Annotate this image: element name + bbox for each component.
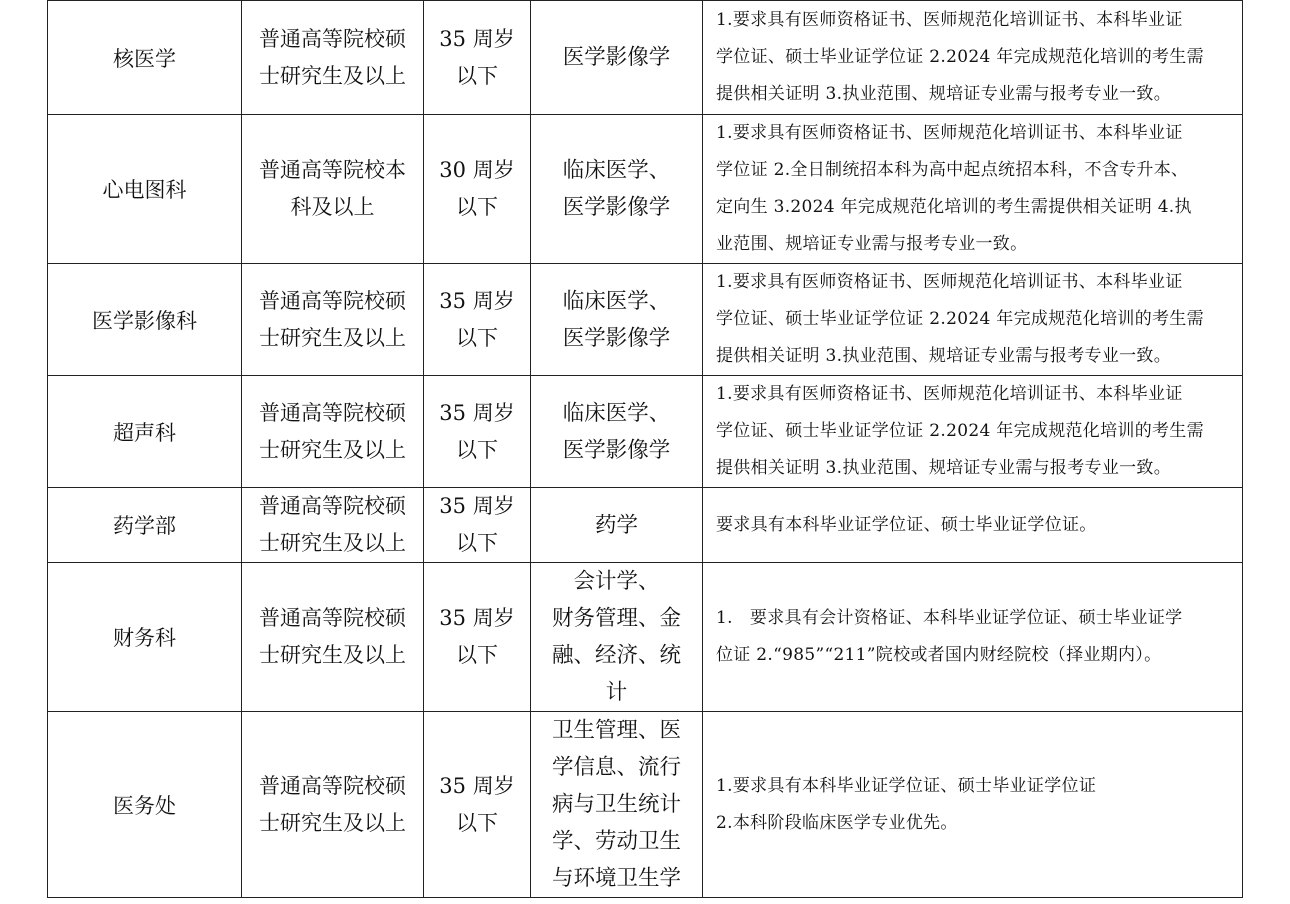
major-line: 融、经济、统 xyxy=(551,643,681,668)
education-line: 士研究生及以上 xyxy=(259,63,406,88)
age-cell xyxy=(424,488,531,563)
education-line: 士研究生及以上 xyxy=(259,810,406,835)
age-line: 以下 xyxy=(456,531,498,555)
major-line: 医学影像学 xyxy=(562,195,671,220)
age-line: 35 周岁 xyxy=(439,288,515,313)
major-line: 医学影像学 xyxy=(562,437,671,463)
education-line: 士研究生及以上 xyxy=(259,531,406,555)
major-line: 与环境卫生学 xyxy=(551,866,681,891)
major-line: 学、劳动卫生 xyxy=(551,829,681,854)
age-line: 以下 xyxy=(456,63,498,88)
requirement-line: 1.要求具有医师资格证书、医师规范化培训证书、本科毕业证 xyxy=(716,123,1183,143)
age-line: 以下 xyxy=(456,810,498,835)
education-cell xyxy=(242,1,424,115)
table-row xyxy=(48,264,1243,376)
requirement-line: 1. 要求具有会计资格证、本科毕业证学位证、硕士毕业证学 xyxy=(716,608,1183,628)
major-cell xyxy=(531,712,703,898)
table-row xyxy=(48,1,1243,115)
education-line: 普通高等院校硕 xyxy=(259,400,406,425)
education-line: 士研究生及以上 xyxy=(259,643,406,667)
education-line: 普通高等院校硕 xyxy=(259,606,406,630)
education-cell xyxy=(242,712,424,898)
age-line: 35 周岁 xyxy=(439,26,515,51)
requirement-line: 定向生 3.2024 年完成规范化培训的考生需提供相关证明 4.执 xyxy=(716,197,1192,217)
requirement-line: 学位证 2.全日制统招本科为高中起点统招本科，不含专升本、 xyxy=(716,160,1189,180)
requirements-cell xyxy=(703,563,1243,712)
education-cell xyxy=(242,376,424,488)
requirement-line: 位证 2.“985”“211”院校或者国内财经院校（择业期内）。 xyxy=(716,645,1162,665)
age-line: 35 周岁 xyxy=(439,400,515,425)
major-cell xyxy=(531,376,703,488)
department-cell: 医务处 xyxy=(48,712,242,898)
age-line: 以下 xyxy=(456,195,498,219)
major-line: 临床医学、 xyxy=(562,288,671,314)
requirement-line: 1.要求具有医师资格证书、医师规范化培训证书、本科毕业证 xyxy=(716,10,1183,30)
major-line: 临床医学、 xyxy=(562,158,671,183)
education-cell xyxy=(242,563,424,712)
requirement-line: 要求具有本科毕业证学位证、硕士毕业证学位证。 xyxy=(716,514,1097,535)
education-line: 普通高等院校硕 xyxy=(259,494,406,518)
age-line: 以下 xyxy=(456,325,498,350)
major-line: 病与卫生统计 xyxy=(551,792,681,817)
major-line: 临床医学、 xyxy=(562,400,671,426)
education-line: 士研究生及以上 xyxy=(259,325,406,350)
age-cell xyxy=(424,115,531,264)
requirements-cell xyxy=(703,1,1243,115)
education-cell xyxy=(242,115,424,264)
table-row xyxy=(48,563,1243,712)
table-row xyxy=(48,376,1243,488)
department-cell: 财务科 xyxy=(48,563,242,712)
education-line: 普通高等院校硕 xyxy=(259,773,406,798)
requirements-cell xyxy=(703,115,1243,264)
education-line: 士研究生及以上 xyxy=(259,437,406,462)
requirement-line: 学位证、硕士毕业证学位证 2.2024 年完成规范化培训的考生需 xyxy=(716,47,1204,67)
department-cell: 核医学 xyxy=(48,1,242,115)
major-line: 学信息、流行 xyxy=(551,755,681,780)
education-line: 普通高等院校硕 xyxy=(259,26,406,51)
age-cell xyxy=(424,376,531,488)
education-cell xyxy=(242,264,424,376)
age-line: 35 周岁 xyxy=(439,606,515,630)
age-line: 以下 xyxy=(456,643,498,667)
requirement-line: 1.要求具有医师资格证书、医师规范化培训证书、本科毕业证 xyxy=(716,384,1183,404)
education-line: 普通高等院校硕 xyxy=(259,288,406,313)
requirement-line: 2.本科阶段临床医学专业优先。 xyxy=(716,812,958,833)
age-line: 35 周岁 xyxy=(439,773,515,798)
requirement-line: 1.要求具有医师资格证书、医师规范化培训证书、本科毕业证 xyxy=(716,272,1183,292)
age-line: 30 周岁 xyxy=(439,158,515,182)
major-line: 医学影像学 xyxy=(562,45,671,70)
requirement-line: 学位证、硕士毕业证学位证 2.2024 年完成规范化培训的考生需 xyxy=(716,309,1204,329)
age-line: 以下 xyxy=(456,437,498,462)
major-line: 计 xyxy=(605,680,628,705)
education-line: 科及以上 xyxy=(290,195,375,219)
requirement-line: 提供相关证明 3.执业范围、规培证专业需与报考专业一致。 xyxy=(716,346,1172,366)
department-cell: 药学部 xyxy=(48,488,242,563)
major-line: 会计学、 xyxy=(573,569,660,594)
age-cell xyxy=(424,264,531,376)
table-row xyxy=(48,488,1243,563)
requirement-line: 提供相关证明 3.执业范围、规培证专业需与报考专业一致。 xyxy=(716,458,1172,478)
requirements-cell xyxy=(703,712,1243,898)
major-line: 药学 xyxy=(594,512,638,538)
major-cell xyxy=(531,563,703,712)
major-line: 卫生管理、医 xyxy=(551,718,681,743)
education-line: 普通高等院校本 xyxy=(259,158,406,182)
age-cell xyxy=(424,1,531,115)
requirement-line: 业范围、规培证专业需与报考专业一致。 xyxy=(716,234,1028,254)
recruitment-table-container xyxy=(47,0,1242,898)
department-cell: 心电图科 xyxy=(48,115,242,264)
age-cell xyxy=(424,563,531,712)
requirement-line: 学位证、硕士毕业证学位证 2.2024 年完成规范化培训的考生需 xyxy=(716,421,1204,441)
age-line: 35 周岁 xyxy=(439,494,515,518)
table-row xyxy=(48,712,1243,898)
table-row xyxy=(48,115,1243,264)
requirement-line: 提供相关证明 3.执业范围、规培证专业需与报考专业一致。 xyxy=(716,84,1172,104)
major-cell xyxy=(531,115,703,264)
age-cell xyxy=(424,712,531,898)
recruitment-table xyxy=(47,0,1243,898)
requirements-cell xyxy=(703,376,1243,488)
major-line: 医学影像学 xyxy=(562,325,671,351)
requirements-cell xyxy=(703,264,1243,376)
major-cell xyxy=(531,1,703,115)
major-line: 财务管理、金 xyxy=(551,606,681,631)
requirement-line: 1.要求具有本科毕业证学位证、硕士毕业证学位证 xyxy=(716,775,1097,796)
major-cell xyxy=(531,488,703,563)
department-cell: 医学影像科 xyxy=(48,264,242,376)
education-cell xyxy=(242,488,424,563)
department-cell: 超声科 xyxy=(48,376,242,488)
requirements-cell xyxy=(703,488,1243,563)
major-cell xyxy=(531,264,703,376)
